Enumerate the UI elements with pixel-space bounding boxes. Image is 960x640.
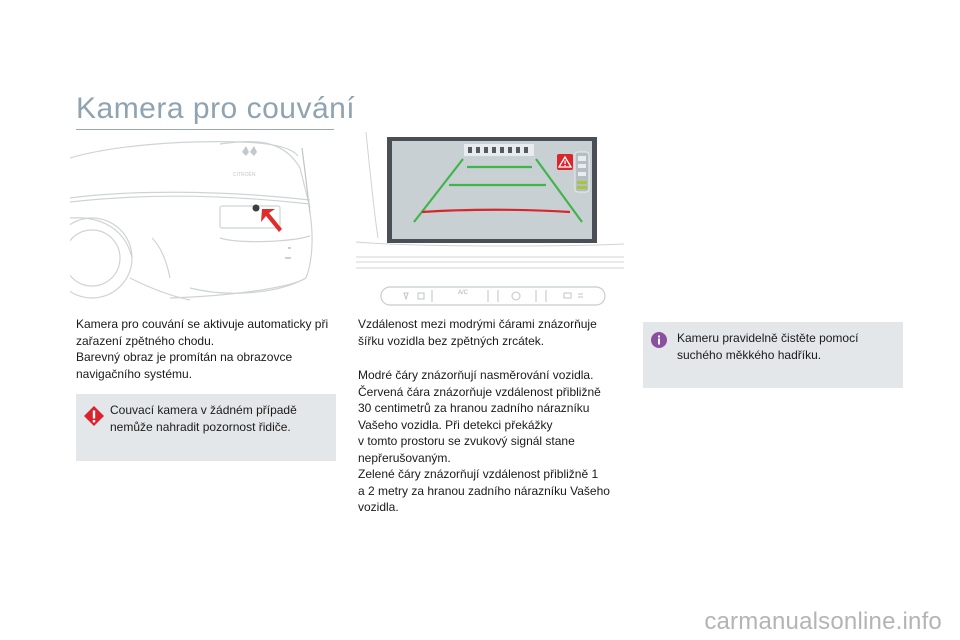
info-text bbox=[677, 330, 897, 363]
rear-bumper-top bbox=[464, 144, 534, 156]
dashboard-control-strip bbox=[380, 286, 606, 306]
col2-line: a 2 metry za hranou zadního nárazníku Vašeho bbox=[358, 483, 610, 498]
col1-line: navigačního systému. bbox=[76, 366, 193, 381]
col1-line: zařazení zpětného chodu. bbox=[76, 333, 215, 348]
col2-line: Zelené čáry znázorňují vzdálenost přibližně 1 bbox=[358, 467, 599, 481]
svg-text:CITROËN: CITROËN bbox=[233, 172, 256, 178]
warning-text bbox=[110, 402, 330, 435]
info-line: Kameru pravidelně čistěte pomocí bbox=[677, 331, 859, 345]
col1-line: Barevný obraz je promítán na obrazovce bbox=[76, 350, 293, 364]
col2-line: Vzdálenost mezi modrými čárami znázorňuje bbox=[358, 317, 597, 331]
col2-line: Modré čáry znázorňují nasměrování vozidla. bbox=[358, 368, 594, 382]
warning-icon bbox=[83, 405, 105, 427]
col2-line: v tomto prostoru se zvukový signál stane bbox=[358, 434, 575, 448]
col2-line: Vašeho vozidla. Při detekci překážky bbox=[358, 417, 553, 432]
col2-body bbox=[358, 367, 628, 516]
col2-intro bbox=[358, 316, 628, 349]
parking-sensor-icon bbox=[575, 152, 589, 192]
col2-line: Červená čára znázorňuje vzdálenost přibližně bbox=[358, 384, 601, 399]
col1-line: Kamera pro couvání se aktivuje automaticky při bbox=[76, 317, 329, 331]
watermark: carmanualsonline.info bbox=[704, 608, 942, 635]
warning-line: nemůže nahradit pozornost řidiče. bbox=[110, 419, 291, 434]
warning-line: Couvací kamera v žádném případě bbox=[110, 403, 297, 417]
title-rule bbox=[76, 129, 334, 130]
col2-line: 30 centimetrů za hranou zadního nárazníku bbox=[358, 401, 590, 415]
col2-line: nepřerušovaným. bbox=[358, 450, 451, 465]
car-rear-illustration bbox=[70, 138, 336, 308]
ac-label: A/C bbox=[458, 290, 469, 296]
info-line: suchého měkkého hadříku. bbox=[677, 347, 822, 362]
col1-text bbox=[76, 316, 341, 382]
col2-line: vozidla. bbox=[358, 500, 399, 514]
hazard-warning-icon bbox=[557, 154, 573, 170]
col2-line: šířku vozidla bez zpětných zrcátek. bbox=[358, 333, 545, 348]
camera-screen-illustration bbox=[356, 132, 624, 304]
info-icon bbox=[651, 332, 667, 348]
page-title: Kamera pro couvání bbox=[76, 92, 356, 125]
